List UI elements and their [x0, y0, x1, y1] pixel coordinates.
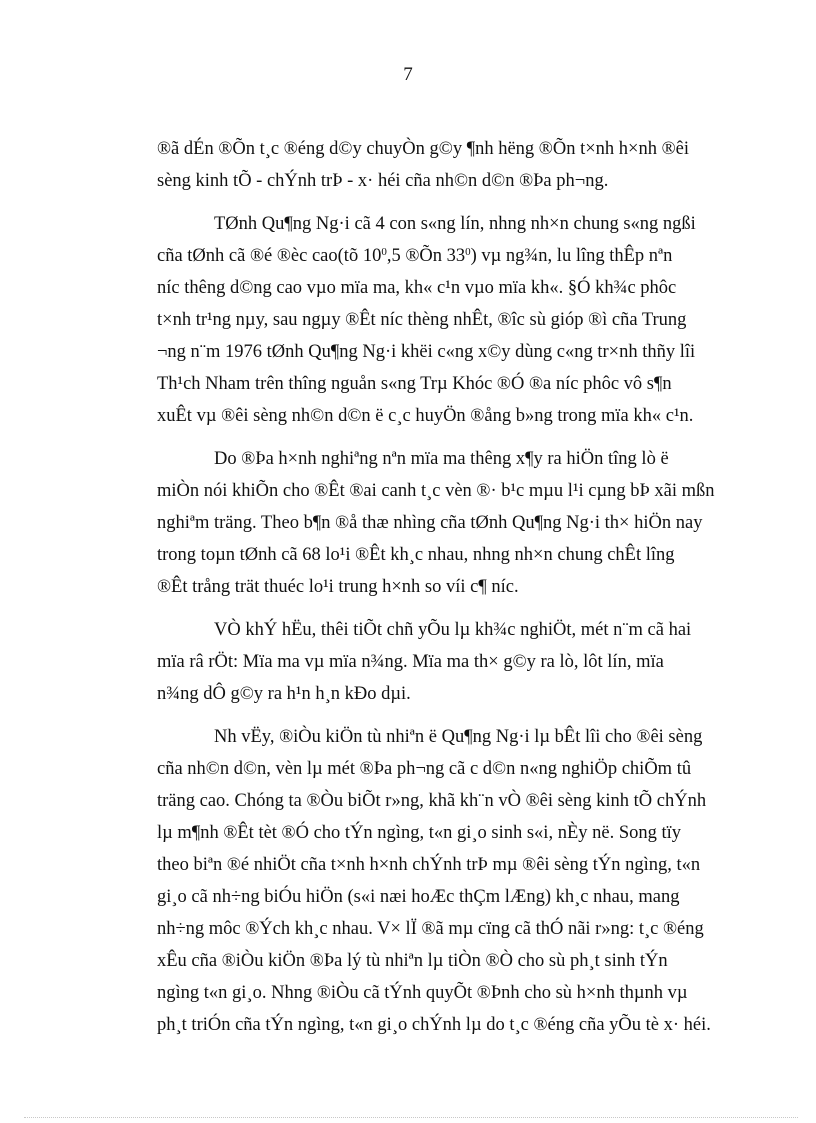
- page-number: 7: [403, 64, 413, 85]
- text-line: gi¸o cã nh÷ng biÓu hiÖn (s«i næi hoÆc thÇm lÆng) kh¸c nhau, mang: [157, 887, 680, 907]
- text-line: theo biªn ®é nhiÖt cña t×nh h×nh chÝnh trÞ mµ ®êi sèng tÝn ngìng, t«n: [157, 855, 701, 875]
- text-line: träng cao. Chóng ta ®Òu biÕt r»ng, khã kh¨n vÒ ®êi sèng kinh tÕ chÝnh: [157, 791, 707, 811]
- text-line: Do ®Þa h×nh nghiªng nªn mïa ma thêng x¶y ra hiÖn tîng lò ë: [214, 449, 669, 469]
- text-line-with-superscripts: [157, 240, 739, 272]
- text-line: xuÊt vµ ®êi sèng nh©n d©n ë c¸c huyÖn ®ång b»ng trong mïa kh« c¹n.: [157, 406, 694, 426]
- text-line: nh÷ng môc ®Ých kh¸c nhau. V× lÏ ®ã mµ cïng cã thÓ nãi r»ng: t¸c ®éng: [157, 919, 704, 939]
- text-line: Nh vËy, ®iÒu kiÖn tù nhiªn ë Qu¶ng Ng·i lµ bÊt lîi cho ®êi sèng: [214, 727, 703, 747]
- text-line: ®Êt trång trät thuéc lo¹i trung h×nh so víi c¶ níc.: [157, 577, 519, 597]
- paragraph-1: [157, 133, 739, 197]
- text-line: nghiªm träng. Theo b¶n ®å thæ nhìng cña tØnh Qu¶ng Ng·i th× hiÖn nay: [157, 513, 703, 533]
- text-line: xÊu cña ®iÒu kiÖn ®Þa lý tù nhiªn lµ tiÒn ®Ò cho sù ph¸t sinh tÝn: [157, 951, 668, 971]
- text-line: VÒ khÝ hËu, thêi tiÕt chñ yÕu lµ kh¾c nghiÖt, mét n¨m cã hai: [214, 620, 692, 640]
- text-line: ®ã dÉn ®Õn t¸c ®éng d©y chuyÒn g©y ¶nh hëng ®Õn t×nh h×nh ®êi: [157, 139, 689, 159]
- text-line: ngìng t«n gi¸o. Nhng ®iÒu cã tÝnh quyÕt ®Þnh cho sù h×nh thµnh vµ: [157, 983, 688, 1003]
- superscript: 0: [381, 246, 387, 258]
- text-line: t×nh tr¹ng nµy, sau ngµy ®Êt níc thèng nhÊt, ®îc sù gióp ®ì cña Trung: [157, 310, 687, 330]
- text-line: ph¸t triÓn cña tÝn ngìng, t«n gi¸o chÝnh lµ do t¸c ®éng cña yÕu tè x· héi.: [157, 1015, 711, 1035]
- text-line: ¬ng n¨m 1976 tØnh Qu¶ng Ng·i khëi c«ng x©y dùng c«ng tr×nh thñy lîi: [157, 342, 696, 362]
- text-line: lµ m¶nh ®Êt tèt ®Ó cho tÝn ngìng, t«n gi¸o sinh s«i, nÈy në. Song tïy: [157, 823, 682, 843]
- text-segment: ) vµ ng¾n, lu lîng thÊp nªn: [470, 246, 673, 266]
- text-line: sèng kinh tÕ - chÝnh trÞ - x· héi cña nh©n d©n ®Þa ph¬ng.: [157, 171, 609, 191]
- text-segment: ,5 ®Õn 33: [386, 246, 466, 266]
- text-line: Th¹ch Nham trên thîng nguån s«ng Trµ Khóc ®Ó ®a níc phôc vô s¶n: [157, 374, 672, 394]
- superscript: 0: [465, 246, 471, 258]
- paragraph-5: [157, 721, 739, 1041]
- text-line: miÒn nói khiÕn cho ®Êt ®ai canh t¸c vèn ®· b¹c mµu l¹i cµng bÞ xãi mßn: [157, 481, 715, 501]
- paragraph-3: [157, 443, 739, 603]
- text-line: mïa râ rÖt: Mïa ma vµ mïa n¾ng. Mïa ma th× g©y ra lò, lôt lín, mïa: [157, 652, 664, 672]
- text-line: trong toµn tØnh cã 68 lo¹i ®Êt kh¸c nhau, nhng nh×n chung chÊt lîng: [157, 545, 675, 565]
- text-line: n¾ng dÔ g©y ra h¹n h¸n kÐo dµi.: [157, 684, 411, 704]
- paragraph-2: [157, 208, 739, 432]
- text-segment: cña tØnh cã ®é ®èc cao(tõ 10: [157, 246, 382, 266]
- page-bottom-border: [24, 1117, 798, 1118]
- body-text: [157, 133, 739, 1041]
- text-line: TØnh Qu¶ng Ng·i cã 4 con s«ng lín, nhng nh×n chung s«ng ngßi: [214, 214, 696, 234]
- paragraph-4: [157, 614, 739, 710]
- text-line: níc thêng d©ng cao vµo mïa ma, kh« c¹n vµo mïa kh«. §Ó kh¾c phôc: [157, 278, 677, 298]
- text-line: cña nh©n d©n, vèn lµ mét ®Þa ph¬ng cã c d©n n«ng nghiÖp chiÕm tû: [157, 759, 692, 779]
